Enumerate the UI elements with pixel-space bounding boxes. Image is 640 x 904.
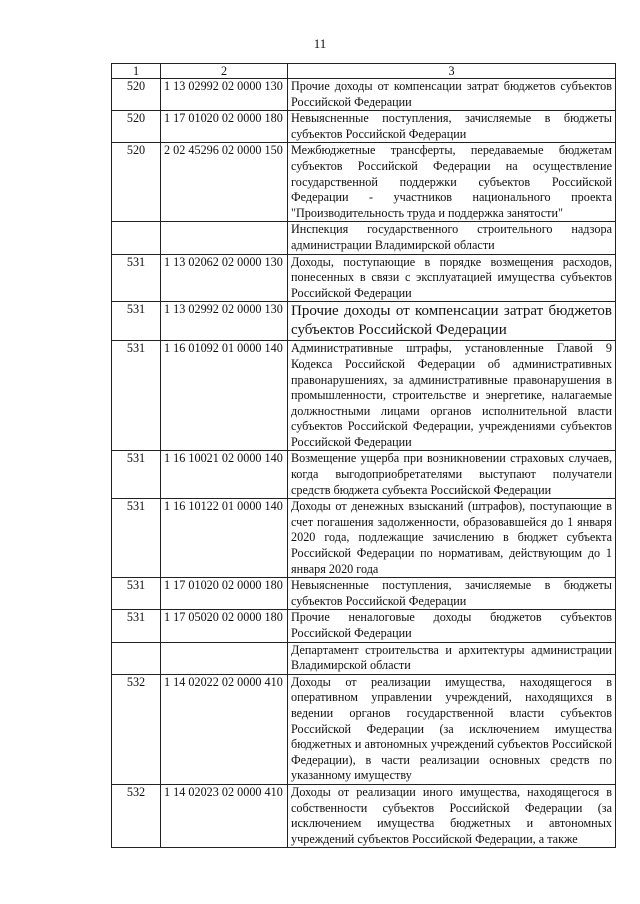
- revenue-code-cell: 1 16 01092 01 0000 140: [161, 341, 288, 451]
- description-cell: Невыясненные поступления, зачисляемые в бюджеты субъектов Российской Федерации: [288, 578, 616, 610]
- admin-code-cell: 520: [112, 79, 161, 111]
- column-header-1: 1: [112, 64, 161, 79]
- column-header-2: 2: [161, 64, 288, 79]
- table-row: [112, 341, 616, 451]
- table-row: [112, 143, 616, 222]
- revenue-code-cell: 1 13 02062 02 0000 130: [161, 254, 288, 302]
- revenue-code-cell: 1 13 02992 02 0000 130: [161, 79, 288, 111]
- page-number: 11: [313, 36, 327, 51]
- table-row: [112, 451, 616, 499]
- table-row: [112, 578, 616, 610]
- column-header-3: 3: [288, 64, 616, 79]
- admin-code-cell: 531: [112, 610, 161, 642]
- section-heading-row: [112, 642, 616, 674]
- description-cell: Доходы от денежных взысканий (штрафов), поступающие в счет погашения задолженности, образовавшейся до 1 января 2020 года, подлежащие зачислению в бюджет субъекта Российской Федерации по нормативам, действующим до 1 января 2020 года: [288, 499, 616, 578]
- description-cell: Прочие доходы от компенсации затрат бюджетов субъектов Российской Федерации: [288, 79, 616, 111]
- revenue-code-cell: 1 13 02992 02 0000 130: [161, 302, 288, 341]
- admin-code-cell: 531: [112, 302, 161, 341]
- table-row: [112, 79, 616, 111]
- description-cell: Прочие доходы от компенсации затрат бюджетов субъектов Российской Федерации: [288, 302, 616, 341]
- section-heading-row: [112, 222, 616, 254]
- table-row: [112, 254, 616, 302]
- revenue-code-cell: 2 02 45296 02 0000 150: [161, 143, 288, 222]
- admin-code-cell: 531: [112, 254, 161, 302]
- description-cell: Возмещение ущерба при возникновении страховых случаев, когда выгодоприобретателями выступают получатели средств бюджета субъекта Российской Федерации: [288, 451, 616, 499]
- table-row: [112, 610, 616, 642]
- admin-code-cell: 531: [112, 499, 161, 578]
- table-row: [112, 784, 616, 847]
- description-cell: Доходы, поступающие в порядке возмещения расходов, понесенных в связи с эксплуатацией имущества субъектов Российской Федерации: [288, 254, 616, 302]
- revenue-codes-table: [111, 63, 616, 848]
- admin-code-cell: 532: [112, 674, 161, 784]
- revenue-code-cell: 1 17 01020 02 0000 180: [161, 578, 288, 610]
- description-cell: Административные штрафы, установленные Главой 9 Кодекса Российской Федерации об административных правонарушениях, за административные правонарушения в промышленности, строительстве и энергетике, налагаемые должностными лицами органов исполнительной власти субъектов Российской Федерации, учреждениями субъектов Российской Федерации: [288, 341, 616, 451]
- revenue-code-cell: 1 14 02023 02 0000 410: [161, 784, 288, 847]
- description-cell: Межбюджетные трансферты, передаваемые бюджетам субъектов Российской Федерации на осуществление государственной поддержки субъектов Российской Федерации - участников национального проекта "Производительность труда и поддержка занятости": [288, 143, 616, 222]
- revenue-code-cell: 1 17 01020 02 0000 180: [161, 111, 288, 143]
- admin-code-cell: 532: [112, 784, 161, 847]
- admin-code-cell: 520: [112, 111, 161, 143]
- section-title-cell: Инспекция государственного строительного надзора администрации Владимирской области: [288, 222, 616, 254]
- table-row: [112, 302, 616, 341]
- table-row: [112, 674, 616, 784]
- admin-code-cell: [112, 642, 161, 674]
- description-cell: Доходы от реализации имущества, находящегося в оперативном управлении учреждений, находящихся в ведении органов государственной власти субъектов Российской Федерации (за исключением имущества бюджетных и автономных учреждений субъектов Российской Федерации), в части реализации основных средств по указанному имуществу: [288, 674, 616, 784]
- admin-code-cell: [112, 222, 161, 254]
- admin-code-cell: 531: [112, 451, 161, 499]
- table-body: [112, 79, 616, 848]
- table-row: [112, 499, 616, 578]
- admin-code-cell: 531: [112, 341, 161, 451]
- revenue-code-cell: [161, 642, 288, 674]
- revenue-code-cell: 1 16 10122 01 0000 140: [161, 499, 288, 578]
- admin-code-cell: 531: [112, 578, 161, 610]
- description-cell: Прочие неналоговые доходы бюджетов субъектов Российской Федерации: [288, 610, 616, 642]
- description-cell: Доходы от реализации иного имущества, находящегося в собственности субъектов Российской Федерации (за исключением имущества бюджетных и автономных учреждений субъектов Российской Федерации, а также: [288, 784, 616, 847]
- revenue-code-cell: 1 14 02022 02 0000 410: [161, 674, 288, 784]
- table-header-row: [112, 64, 616, 79]
- revenue-code-cell: 1 16 10021 02 0000 140: [161, 451, 288, 499]
- revenue-code-cell: 1 17 05020 02 0000 180: [161, 610, 288, 642]
- admin-code-cell: 520: [112, 143, 161, 222]
- revenue-code-cell: [161, 222, 288, 254]
- description-cell: Невыясненные поступления, зачисляемые в бюджеты субъектов Российской Федерации: [288, 111, 616, 143]
- section-title-cell: Департамент строительства и архитектуры администрации Владимирской области: [288, 642, 616, 674]
- table-row: [112, 111, 616, 143]
